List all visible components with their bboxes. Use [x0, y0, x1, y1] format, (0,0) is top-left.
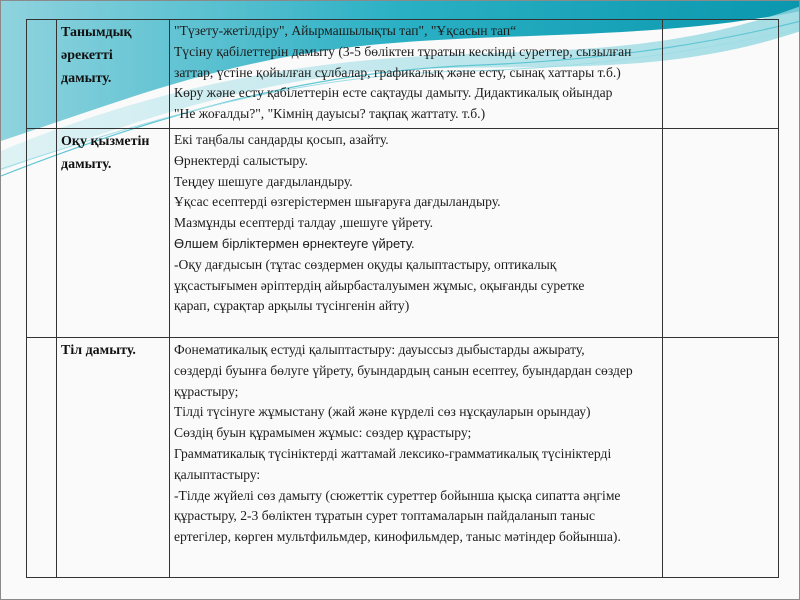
row-content — [170, 338, 662, 548]
content-line: Грамматикалық түсініктерді жаттамай лексико-грамматикалық түсініктерді — [174, 445, 612, 461]
row-label — [57, 129, 169, 176]
row-label-line: Тіл дамыту. — [61, 343, 136, 358]
row-label-line: дамыту. — [61, 71, 112, 86]
row-label-cell — [57, 129, 170, 338]
row-label — [57, 20, 169, 90]
content-line: "Не жоғалды?", "Кімнің дауысы? тақпақ жаттату. т.б.) — [174, 106, 486, 122]
content-line: "Түзету-жетілдіру", Айырмашылықты тап", "Ұқсасын тап“ — [174, 23, 517, 38]
content-line: Түсіну қабілеттерін дамыту (3-5 бөліктен тұратын кескінді суреттер, сызылған — [174, 43, 632, 59]
row-content-cell — [170, 338, 663, 578]
row-label-line: дамыту. — [61, 157, 112, 172]
content-line: Екі таңбалы сандарды қосып, азайту. — [174, 132, 389, 147]
content-line: Тілді түсінуге жұмыстану (жай және күрделі сөз нұсқауларын орындау) — [174, 404, 591, 420]
blank-cell — [27, 338, 57, 578]
content-line: ертегілер, көрген мультфильмдер, кинофильмдер, таныс мәтіндер бойынша). — [174, 529, 621, 545]
content-line: Ұқсас есептерді өзгерістермен шығаруға дағдыландыру. — [174, 194, 501, 210]
content-line: қарап, сұрақтар арқылы түсінгенін айту) — [174, 298, 410, 314]
content-line: сөздерді буынға бөлуге үйрету, буындардың санын есептеу, буындардан сөздер — [174, 362, 633, 378]
content-line: заттар, үстіне қойылған сұлбалар, графикалық және есту, сынақ хаттары т.б.) — [174, 64, 621, 80]
content-line: ұқсастығымен әріптердің айырбасталуымен жұмыс, оқығанды суретке — [174, 277, 585, 293]
content-table — [26, 19, 779, 578]
row-label-line: Оқу қызметін — [61, 134, 150, 149]
blank-cell — [27, 129, 57, 338]
content-line: Өрнектерді салыстыру. — [174, 152, 308, 168]
row-label-cell — [57, 20, 170, 129]
content-line: -Тілде жүйелі сөз дамыту (сюжеттік суреттер бойынша қысқа сипатта әңгіме — [174, 487, 621, 503]
table-row-learning — [27, 129, 779, 338]
row-label-cell — [57, 338, 170, 578]
content-line: Фонематикалық естуді қалыптастыру: дауыссыз дыбыстарды ажырату, — [174, 342, 585, 357]
table-row-cognitive — [27, 20, 779, 129]
empty-cell — [663, 129, 779, 338]
row-content — [170, 129, 662, 317]
content-line: -Оқу дағдысын (тұтас сөздермен оқуды қалыптастыру, оптикалық — [174, 256, 557, 272]
row-label-line: әрекетті — [61, 48, 113, 63]
content-line: құрастыру, 2-3 бөліктен тұратын сурет топтамаларын пайдаланып таныс — [174, 508, 596, 524]
content-line: Теңдеу шешуге дағдыландыру. — [174, 173, 353, 189]
blank-cell — [27, 20, 57, 129]
row-label-line: Танымдық — [61, 25, 132, 40]
content-line: Көру және есту қабілеттерін есте сақтауды дамыту. Дидактикалық ойындар — [174, 85, 613, 101]
table-row-language — [27, 338, 779, 578]
row-content-cell — [170, 20, 663, 129]
content-line: Мазмұнды есептерді талдау ,шешуге үйрету. — [174, 215, 433, 231]
row-content-cell — [170, 129, 663, 338]
content-line: Өлшем бірліктермен өрнектеуге үйрету. — [174, 235, 415, 251]
content-line: қалыптастыру: — [174, 466, 261, 482]
content-line: Сөздің буын құрамымен жұмыс: сөздер құрастыру; — [174, 425, 472, 441]
empty-cell — [663, 338, 779, 578]
empty-cell — [663, 20, 779, 129]
row-content — [170, 20, 662, 125]
content-line: құрастыру; — [174, 383, 239, 399]
row-label — [57, 338, 169, 362]
